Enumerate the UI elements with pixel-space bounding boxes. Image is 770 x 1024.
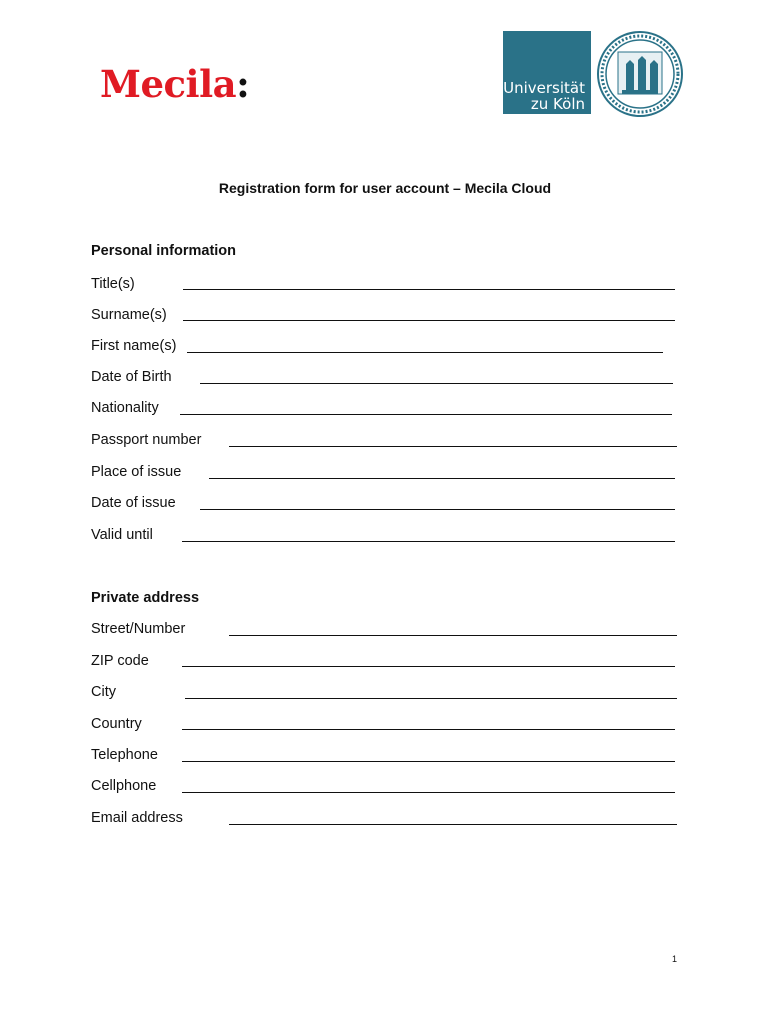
country-field[interactable] — [182, 729, 675, 730]
first-name-label: First name(s) — [91, 338, 177, 354]
mecila-logo-colon: : — [236, 62, 250, 106]
email-address-label: Email address — [91, 810, 183, 826]
mecila-logo-text: Mecila — [100, 62, 237, 106]
first-name-field[interactable] — [187, 352, 663, 353]
place-of-issue-field[interactable] — [209, 478, 675, 479]
personal-information-heading: Personal information — [91, 243, 237, 259]
city-label: City — [91, 684, 116, 700]
date-of-issue-field[interactable] — [200, 509, 675, 510]
date-of-birth-label: Date of Birth — [91, 369, 172, 385]
passport-number-field[interactable] — [229, 446, 677, 447]
zip-code-label: ZIP code — [91, 653, 149, 669]
surname-label: Surname(s) — [91, 307, 167, 323]
valid-until-label: Valid until — [91, 527, 153, 543]
university-cologne-logo — [503, 31, 591, 114]
cellphone-field[interactable] — [182, 792, 675, 793]
page-number: 1 — [672, 954, 678, 964]
telephone-field[interactable] — [182, 761, 675, 762]
zip-code-field[interactable] — [182, 666, 675, 667]
valid-until-field[interactable] — [182, 541, 675, 542]
nationality-field[interactable] — [180, 414, 672, 415]
email-address-field[interactable] — [229, 824, 677, 825]
place-of-issue-label: Place of issue — [91, 464, 182, 480]
surname-field[interactable] — [183, 320, 675, 321]
mecila-logo — [100, 62, 250, 106]
passport-number-label: Passport number — [91, 432, 202, 448]
cellphone-label: Cellphone — [91, 778, 157, 794]
country-label: Country — [91, 716, 142, 732]
university-seal-icon — [596, 30, 684, 118]
telephone-label: Telephone — [91, 747, 158, 763]
city-field[interactable] — [185, 698, 677, 699]
nationality-label: Nationality — [91, 400, 159, 416]
form-title: Registration form for user account – Mecila Cloud — [218, 180, 552, 196]
private-address-heading: Private address — [91, 590, 200, 606]
street-number-label: Street/Number — [91, 621, 186, 637]
uni-logo-line1: Universität — [503, 79, 585, 97]
title-field[interactable] — [183, 289, 675, 290]
date-of-birth-field[interactable] — [200, 383, 673, 384]
date-of-issue-label: Date of issue — [91, 495, 176, 511]
uni-logo-line2: zu Köln — [530, 95, 585, 113]
street-number-field[interactable] — [229, 635, 677, 636]
title-label: Title(s) — [91, 276, 135, 292]
